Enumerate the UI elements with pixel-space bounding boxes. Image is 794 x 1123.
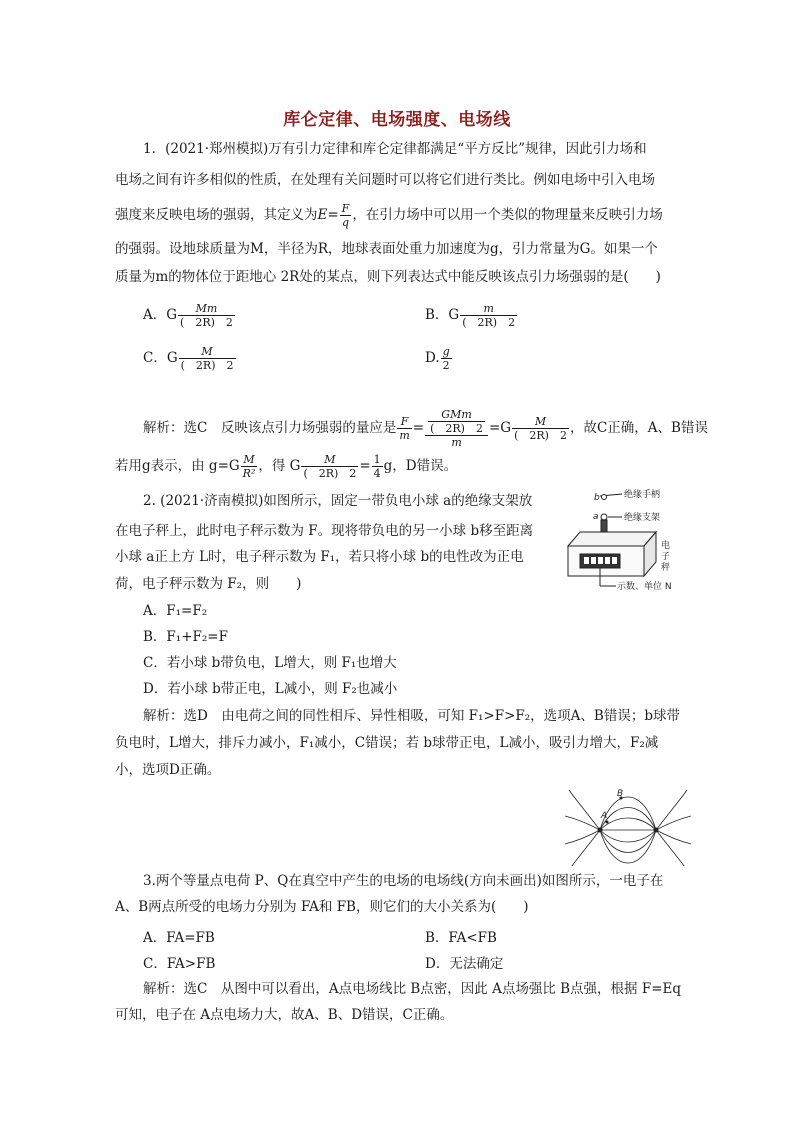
q3-answer-line-2: 可知，电子在 A点电场力大，故A、B、D错误，C正确。 [115,1007,454,1023]
q3-answer-line-1: 解析：选C 从图中可以看出，A点电场线比 B点密，因此 A点场强比 B点强，根据 F=Eq [143,981,682,997]
scale-label-3: 秤 [661,563,671,573]
support-label: 绝缘支架 [624,513,661,523]
charge-p [598,828,603,833]
q3-option-a[interactable]: A．FA=FB [143,930,215,946]
q1-line-4: 的强弱。设地球质量为M，半径为R，地球表面处重力加速度为g，引力常量为G。如果一个 [115,241,658,257]
point-b-label: B [617,789,624,799]
q1-line-2: 电场之间有许多相似的性质，在处理有关问题时可以将它们进行类比。例如电场中引入电场 [115,172,655,188]
page-title: 库仑定律、电场强度、电场线 [283,110,511,130]
q1-option-d[interactable]: D. $\frac{g}{2}$ [425,345,450,372]
handle-label: 绝缘手柄 [624,490,661,500]
q1-line-3b: ，在引力场中可以用一个类似的物理量来反映引力场 [352,207,663,223]
q1-line-1: 1．(2021·郑州模拟)万有引力定律和库仑定律都满足“平方反比”规律，因此引力场和 [143,141,647,157]
efield-eq: E= [317,207,339,223]
ball-a [601,514,607,520]
field-lines-figure [563,788,693,866]
q2-line-2: 在电子秤上，此时电子秤示数为 F。现将带负电的另一小球 b移至距离 [115,523,534,539]
q3-option-d[interactable]: D．无法确定 [425,956,504,972]
q1-line-3a: 强度来反映电场的强弱，其定义为 [115,207,318,223]
q3-option-c[interactable]: C．FA>FB [143,956,216,972]
q2-answer-line-3: 小，选项D正确。 [115,762,221,778]
q2-line-3: 小球 a正上方 L时，电子秤示数为 F₁，若只将小球 b的电性改为正电 [115,549,524,565]
q3-line-1: 3.两个等量点电荷 P、Q在真空中产生的电场的电场线(方向未画出)如图所示，一电子在 [143,873,664,889]
q2-option-a[interactable]: A．F₁=F₂ [143,603,208,619]
q2-answer-line-1: 解析：选D 由电荷之间的同性相斥、异性相吸，可知 F₁>F>F₂，选项A、B错误；b球带 [143,708,680,724]
point-a-label: A [601,811,608,821]
q1-line-5: 质量为m的物体位于距地心 2R处的某点，则下列表达式中能反映该点引力场强弱的是( ) [115,269,661,285]
ball-b-label: b [594,493,600,503]
ball-a-label: a [593,512,599,522]
efield-frac: $\frac{F}{q}$ [341,202,350,229]
q1-answer-line-2: 若用g表示，由 g=G $\frac{M}{\text{R²}}$ ，得 G $\frac{M}{( 2R) 2}$ = $\frac{1}{4}$ g，D错误。 [115,453,458,480]
q2-line-1: 2. (2021·济南模拟)如图所示，固定一带负电小球 a的绝缘支架放 [143,493,533,509]
q2-answer-line-2: 负电时，L增大，排斥力减小，F₁减小，C错误；若 b球带正电，L减小，吸引力增大，F₂减 [115,735,659,751]
q3-line-2: A、B两点所受的电场力分别为 FA和 FB，则它们的大小关系为( ) [115,899,529,915]
q1-option-a[interactable]: A．G $\frac{Mm}{( 2R) 2}$ [143,302,233,329]
q2-option-d[interactable]: D．若小球 b带正电，L减小，则 F₂也减小 [143,681,398,697]
scale-label-2: 子 [661,552,671,562]
charge-q [654,828,659,833]
q2-line-4: 荷，电子秤示数为 F₂，则 ) [115,576,302,592]
q1-answer-line-1: 解析：选C 反映该点引力场强弱的量应是 $\frac{F}{m}$ = $\frac{\frac{\text{GMm}}{( 2R) 2}}{m}$ =G $\frac{M}{( 2R) 2}$ ，故C正确，A、B错误 [143,408,708,449]
q2-option-b[interactable]: B．F₁+F₂=F [143,629,228,645]
q1-option-c[interactable]: C．G $\frac{M}{( 2R) 2}$ [143,345,234,372]
q1-line-3 [115,202,663,229]
electronic-scale-figure [560,486,690,596]
ball-b [602,495,607,500]
q2-option-c[interactable]: C．若小球 b带负电，L增大，则 F₁也增大 [143,655,397,671]
q1-option-b[interactable]: B．G $\frac{m}{( 2R) 2}$ [425,302,516,329]
reading-label: 示数、单位 N [617,582,672,592]
scale-label-1: 电 [661,541,671,551]
q3-option-b[interactable]: B．FA<FB [425,930,497,946]
